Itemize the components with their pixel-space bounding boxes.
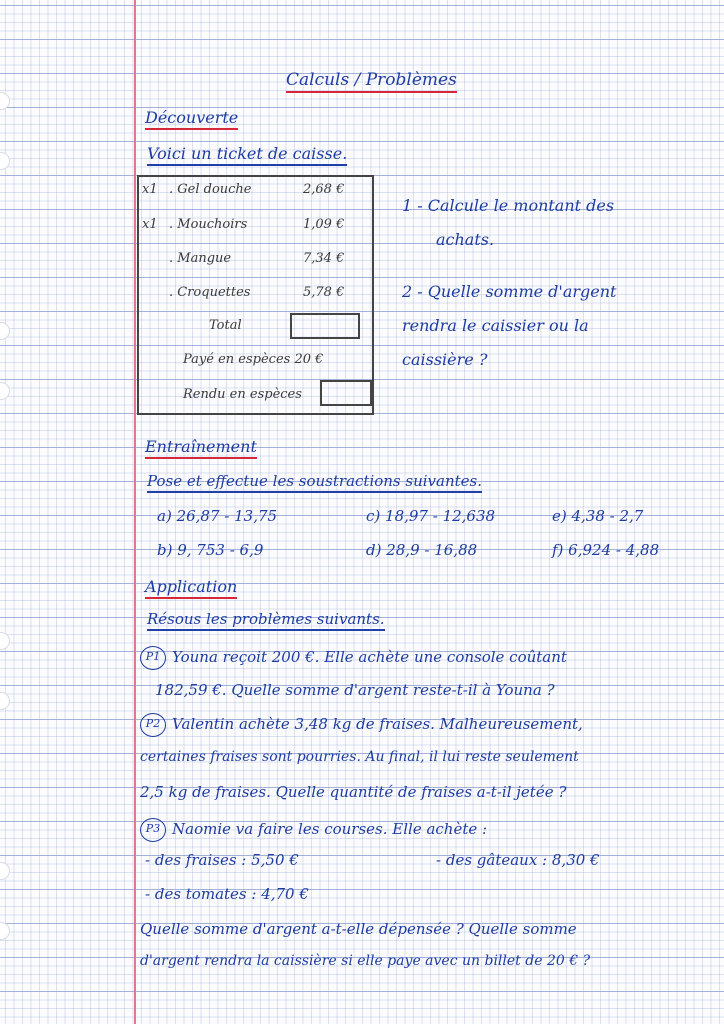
item-price: 2,68 € xyxy=(303,182,345,197)
operation-e: e) 4,38 - 2,7 xyxy=(552,507,644,525)
problem-3-line-2: Quelle somme d'argent a-t-elle dépensée ? Quelle somme xyxy=(140,920,577,938)
problem-badge: P1 xyxy=(140,646,166,670)
intro-text: Voici un ticket de caisse. xyxy=(147,144,347,166)
item-qty: x1 xyxy=(142,217,158,232)
binder-hole xyxy=(0,322,10,340)
problem-3-line-3: d'argent rendra la caissière si elle paye avec un billet de 20 € ? xyxy=(140,953,591,969)
shopping-item: - des gâteaux : 8,30 € xyxy=(436,851,600,869)
question-2-cont: rendra le caissier ou la xyxy=(402,316,589,335)
receipt xyxy=(137,175,374,415)
item-label: . Croquettes xyxy=(169,285,251,300)
operation-c: c) 18,97 - 12,638 xyxy=(366,507,496,525)
margin-line xyxy=(134,0,136,1024)
problem-badge: P3 xyxy=(140,818,166,842)
item-label: . Mangue xyxy=(169,251,232,266)
problems-instruction: Résous les problèmes suivants. xyxy=(147,610,385,631)
problem-1-line-2: 182,59 €. Quelle somme d'argent reste-t-il à Youna ? xyxy=(155,681,555,699)
binder-hole xyxy=(0,632,10,650)
operation-a: a) 26,87 - 13,75 xyxy=(157,507,278,525)
heading-decouverte: Découverte xyxy=(145,108,238,130)
operation-f: f) 6,924 - 4,88 xyxy=(552,541,660,559)
total-label: Total xyxy=(209,318,242,333)
binder-hole xyxy=(0,152,10,170)
page-title: Calculs / Problèmes xyxy=(286,70,457,93)
problem-3-line-1: Naomie va faire les courses. Elle achète : xyxy=(172,820,488,838)
question-2: 2 - Quelle somme d'argent xyxy=(402,282,617,301)
change-box xyxy=(320,380,372,406)
shopping-item: - des tomates : 4,70 € xyxy=(145,885,309,903)
binder-hole xyxy=(0,692,10,710)
item-qty: x1 xyxy=(142,182,158,197)
problem-1 xyxy=(140,646,567,670)
problem-2-line-2: certaines fraises sont pourries. Au final, il lui reste seulement xyxy=(140,749,579,765)
problem-badge: P2 xyxy=(140,713,166,737)
operation-d: d) 28,9 - 16,88 xyxy=(366,541,478,559)
heading-application: Application xyxy=(145,577,237,599)
item-price: 1,09 € xyxy=(303,217,345,232)
binder-hole xyxy=(0,862,10,880)
subtraction-instruction: Pose et effectue les soustractions suivantes. xyxy=(147,472,482,493)
problem-1-line-1: Youna reçoit 200 €. Elle achète une console coûtant xyxy=(172,648,567,666)
question-1-cont: achats. xyxy=(436,230,495,249)
binder-hole xyxy=(0,382,10,400)
question-1: 1 - Calcule le montant des xyxy=(402,196,615,215)
item-label: . Mouchoirs xyxy=(169,217,248,232)
problem-3 xyxy=(140,818,487,842)
item-price: 7,34 € xyxy=(303,251,345,266)
shopping-item: - des fraises : 5,50 € xyxy=(145,851,299,869)
operation-b: b) 9, 753 - 6,9 xyxy=(157,541,264,559)
question-2-cont: caissière ? xyxy=(402,350,488,369)
paid-label: Payé en espèces 20 € xyxy=(183,352,324,367)
item-label: . Gel douche xyxy=(169,182,252,197)
binder-hole xyxy=(0,92,10,110)
binder-hole xyxy=(0,922,10,940)
total-box xyxy=(290,313,360,339)
heading-entrainement: Entraînement xyxy=(145,437,257,459)
problem-2-line-1: Valentin achète 3,48 kg de fraises. Malheureusement, xyxy=(172,715,583,733)
problem-2-line-3: 2,5 kg de fraises. Quelle quantité de fraises a-t-il jetée ? xyxy=(140,783,567,801)
change-label: Rendu en espèces xyxy=(183,387,302,402)
item-price: 5,78 € xyxy=(303,285,345,300)
problem-2 xyxy=(140,713,583,737)
